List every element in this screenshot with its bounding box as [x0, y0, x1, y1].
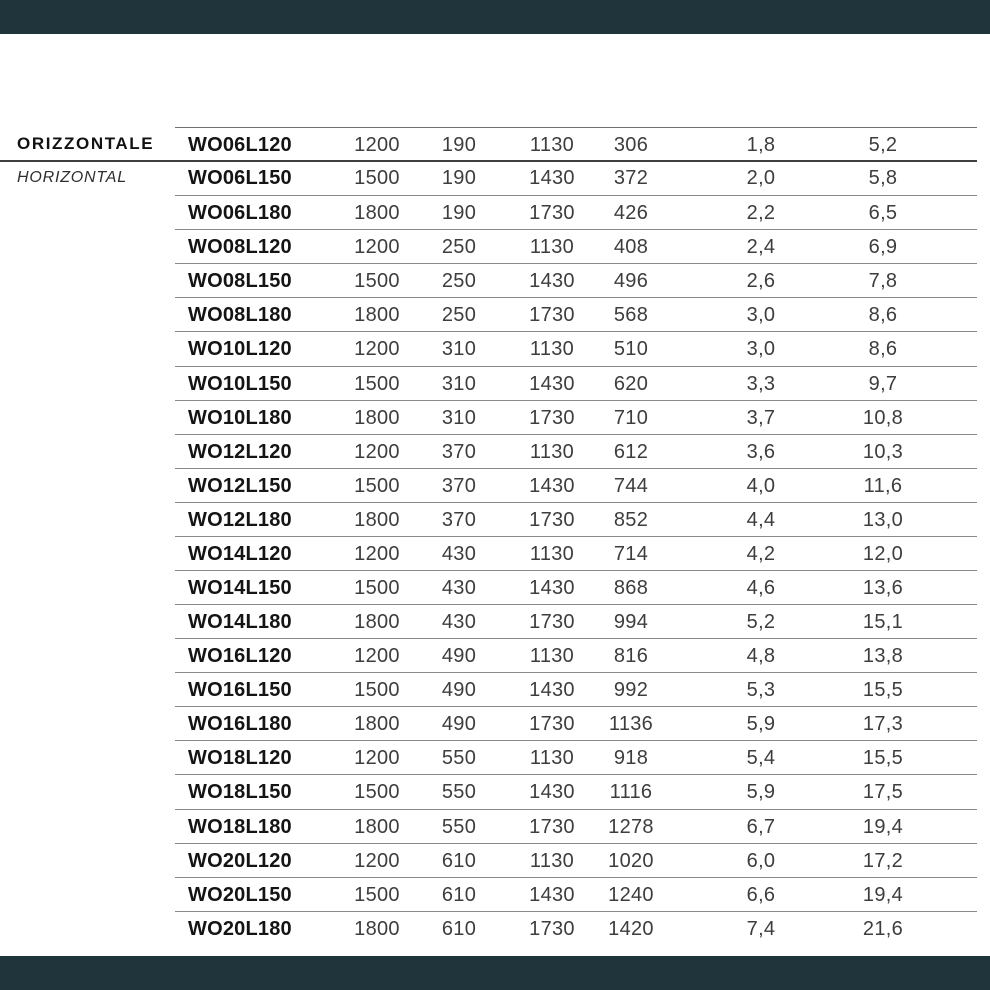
value-cell: 190	[441, 167, 477, 190]
value-cell: 1,8	[746, 134, 776, 156]
value-cell: 1130	[529, 849, 575, 872]
model-code-cell: WO20L180	[188, 917, 292, 940]
table-row	[175, 570, 977, 604]
table-row	[175, 468, 977, 502]
value-cell: 10,8	[862, 406, 904, 429]
value-cell: 5,3	[746, 679, 776, 702]
value-cell: 1800	[354, 304, 400, 327]
value-cell: 2,4	[746, 236, 776, 259]
value-cell: 868	[613, 577, 649, 600]
section-title-italian: ORIZZONTALE	[17, 134, 155, 153]
value-cell: 1200	[354, 645, 400, 668]
value-cell: 6,7	[746, 815, 776, 838]
value-cell: 17,5	[862, 781, 904, 804]
value-cell: 7,8	[868, 270, 898, 293]
value-cell: 5,9	[746, 781, 776, 804]
table-row	[175, 911, 977, 945]
value-cell: 1800	[354, 406, 400, 429]
page-top-band	[0, 0, 990, 34]
value-cell: 612	[613, 440, 649, 463]
model-code-cell: WO14L180	[188, 611, 292, 634]
value-cell: 3,3	[746, 372, 776, 395]
value-cell: 1130	[529, 236, 575, 259]
value-cell: 1730	[529, 202, 575, 225]
value-cell: 1200	[354, 134, 400, 156]
table-row	[175, 604, 977, 638]
value-cell: 1500	[354, 167, 400, 190]
value-cell: 1500	[354, 679, 400, 702]
value-cell: 1430	[529, 372, 575, 395]
value-cell: 1730	[529, 508, 575, 531]
value-cell: 4,6	[746, 577, 776, 600]
value-cell: 10,3	[862, 440, 904, 463]
value-cell: 2,2	[746, 202, 776, 225]
value-cell: 852	[613, 508, 649, 531]
table-row	[175, 263, 977, 297]
value-cell: 994	[613, 611, 649, 634]
value-cell: 4,0	[746, 474, 776, 497]
value-cell: 1200	[354, 338, 400, 361]
value-cell: 610	[441, 883, 477, 906]
value-cell: 1500	[354, 883, 400, 906]
value-cell: 620	[613, 372, 649, 395]
model-code-cell: WO08L150	[188, 270, 292, 293]
value-cell: 19,4	[862, 815, 904, 838]
table-row	[175, 706, 977, 740]
value-cell: 710	[613, 406, 649, 429]
value-cell: 550	[441, 815, 477, 838]
value-cell: 1500	[354, 577, 400, 600]
value-cell: 1430	[529, 577, 575, 600]
model-code-cell: WO18L150	[188, 781, 292, 804]
value-cell: 550	[441, 781, 477, 804]
value-cell: 13,6	[862, 577, 904, 600]
model-code-cell: WO12L150	[188, 474, 292, 497]
value-cell: 19,4	[862, 883, 904, 906]
value-cell: 550	[441, 747, 477, 770]
model-code-cell: WO06L120	[188, 134, 292, 156]
value-cell: 306	[613, 134, 649, 156]
model-code-cell: WO10L180	[188, 406, 292, 429]
value-cell: 510	[613, 338, 649, 361]
model-code-cell: WO18L180	[188, 815, 292, 838]
value-cell: 5,2	[868, 134, 898, 156]
value-cell: 372	[613, 167, 649, 190]
value-cell: 1500	[354, 781, 400, 804]
value-cell: 5,9	[746, 713, 776, 736]
value-cell: 7,4	[746, 917, 776, 940]
model-code-cell: WO12L180	[188, 508, 292, 531]
value-cell: 13,8	[862, 645, 904, 668]
value-cell: 1800	[354, 202, 400, 225]
value-cell: 3,0	[746, 338, 776, 361]
value-cell: 2,0	[746, 167, 776, 190]
value-cell: 370	[441, 474, 477, 497]
value-cell: 1200	[354, 542, 400, 565]
value-cell: 4,4	[746, 508, 776, 531]
value-cell: 5,8	[868, 167, 898, 190]
value-cell: 15,5	[862, 747, 904, 770]
value-cell: 816	[613, 645, 649, 668]
table-row	[175, 774, 977, 808]
value-cell: 250	[441, 304, 477, 327]
value-cell: 4,2	[746, 542, 776, 565]
model-code-cell: WO18L120	[188, 747, 292, 770]
value-cell: 490	[441, 645, 477, 668]
value-cell: 1800	[354, 713, 400, 736]
value-cell: 6,9	[868, 236, 898, 259]
value-cell: 1730	[529, 304, 575, 327]
value-cell: 3,0	[746, 304, 776, 327]
model-code-cell: WO12L120	[188, 440, 292, 463]
value-cell: 190	[441, 202, 477, 225]
value-cell: 250	[441, 270, 477, 293]
value-cell: 1430	[529, 270, 575, 293]
value-cell: 430	[441, 542, 477, 565]
value-cell: 190	[441, 134, 477, 156]
model-code-cell: WO08L120	[188, 236, 292, 259]
table-row	[175, 502, 977, 536]
model-code-cell: WO06L180	[188, 202, 292, 225]
value-cell: 3,7	[746, 406, 776, 429]
value-cell: 490	[441, 679, 477, 702]
value-cell: 496	[613, 270, 649, 293]
table-row	[175, 229, 977, 263]
model-code-cell: WO06L150	[188, 167, 292, 190]
table-row	[175, 638, 977, 672]
value-cell: 310	[441, 338, 477, 361]
value-cell: 310	[441, 406, 477, 429]
value-cell: 370	[441, 440, 477, 463]
model-code-cell: WO10L120	[188, 338, 292, 361]
value-cell: 1430	[529, 781, 575, 804]
value-cell: 13,0	[862, 508, 904, 531]
value-cell: 1430	[529, 679, 575, 702]
value-cell: 1200	[354, 747, 400, 770]
model-code-cell: WO14L120	[188, 542, 292, 565]
value-cell: 1430	[529, 883, 575, 906]
spec-table	[175, 127, 977, 945]
table-row	[175, 809, 977, 843]
value-cell: 426	[613, 202, 649, 225]
value-cell: 1430	[529, 167, 575, 190]
value-cell: 21,6	[862, 917, 904, 940]
value-cell: 1500	[354, 372, 400, 395]
value-cell: 1130	[529, 134, 575, 156]
value-cell: 1200	[354, 440, 400, 463]
value-cell: 744	[613, 474, 649, 497]
value-cell: 6,6	[746, 883, 776, 906]
value-cell: 1430	[529, 474, 575, 497]
value-cell: 1730	[529, 713, 575, 736]
model-code-cell: WO16L180	[188, 713, 292, 736]
value-cell: 1116	[609, 781, 653, 804]
value-cell: 1500	[354, 270, 400, 293]
value-cell: 1730	[529, 917, 575, 940]
table-row	[175, 536, 977, 570]
value-cell: 1730	[529, 815, 575, 838]
table-row	[175, 434, 977, 468]
table-row	[175, 161, 977, 195]
value-cell: 1800	[354, 917, 400, 940]
value-cell: 610	[441, 849, 477, 872]
value-cell: 1130	[529, 747, 575, 770]
value-cell: 1420	[608, 917, 654, 940]
value-cell: 714	[613, 542, 649, 565]
table-row	[175, 672, 977, 706]
table-row	[175, 297, 977, 331]
model-code-cell: WO10L150	[188, 372, 292, 395]
value-cell: 1730	[529, 406, 575, 429]
page-bottom-band	[0, 956, 990, 990]
value-cell: 250	[441, 236, 477, 259]
value-cell: 3,6	[746, 440, 776, 463]
model-code-cell: WO14L150	[188, 577, 292, 600]
value-cell: 1800	[354, 815, 400, 838]
table-row	[175, 195, 977, 229]
value-cell: 1130	[529, 645, 575, 668]
value-cell: 1130	[529, 338, 575, 361]
value-cell: 430	[441, 577, 477, 600]
value-cell: 5,2	[746, 611, 776, 634]
value-cell: 1200	[354, 849, 400, 872]
value-cell: 370	[441, 508, 477, 531]
value-cell: 1136	[608, 713, 654, 736]
value-cell: 490	[441, 713, 477, 736]
value-cell: 6,0	[746, 849, 776, 872]
model-code-cell: WO20L120	[188, 849, 292, 872]
value-cell: 430	[441, 611, 477, 634]
value-cell: 15,5	[862, 679, 904, 702]
table-row	[175, 366, 977, 400]
value-cell: 6,5	[868, 202, 898, 225]
model-code-cell: WO08L180	[188, 304, 292, 327]
table-row	[175, 127, 977, 161]
value-cell: 1800	[354, 611, 400, 634]
table-row	[175, 331, 977, 365]
value-cell: 15,1	[862, 611, 904, 634]
value-cell: 1130	[529, 542, 575, 565]
value-cell: 17,2	[862, 849, 904, 872]
value-cell: 8,6	[868, 304, 898, 327]
value-cell: 918	[613, 747, 649, 770]
value-cell: 1278	[608, 815, 654, 838]
value-cell: 1800	[354, 508, 400, 531]
value-cell: 992	[613, 679, 649, 702]
value-cell: 310	[441, 372, 477, 395]
value-cell: 8,6	[868, 338, 898, 361]
value-cell: 1130	[529, 440, 575, 463]
model-code-cell: WO20L150	[188, 883, 292, 906]
value-cell: 5,4	[746, 747, 776, 770]
value-cell: 1730	[529, 611, 575, 634]
table-row	[175, 877, 977, 911]
value-cell: 17,3	[862, 713, 904, 736]
value-cell: 1020	[608, 849, 654, 872]
table-row	[175, 843, 977, 877]
value-cell: 568	[613, 304, 649, 327]
value-cell: 610	[441, 917, 477, 940]
model-code-cell: WO16L120	[188, 645, 292, 668]
value-cell: 1500	[354, 474, 400, 497]
table-row	[175, 740, 977, 774]
value-cell: 1240	[608, 883, 654, 906]
value-cell: 1200	[354, 236, 400, 259]
section-title-english: HORIZONTAL	[17, 169, 127, 186]
model-code-cell: WO16L150	[188, 679, 292, 702]
value-cell: 4,8	[746, 645, 776, 668]
value-cell: 11,6	[863, 474, 903, 497]
value-cell: 12,0	[862, 542, 904, 565]
value-cell: 2,6	[746, 270, 776, 293]
value-cell: 9,7	[868, 372, 898, 395]
value-cell: 408	[613, 236, 649, 259]
table-row	[175, 400, 977, 434]
